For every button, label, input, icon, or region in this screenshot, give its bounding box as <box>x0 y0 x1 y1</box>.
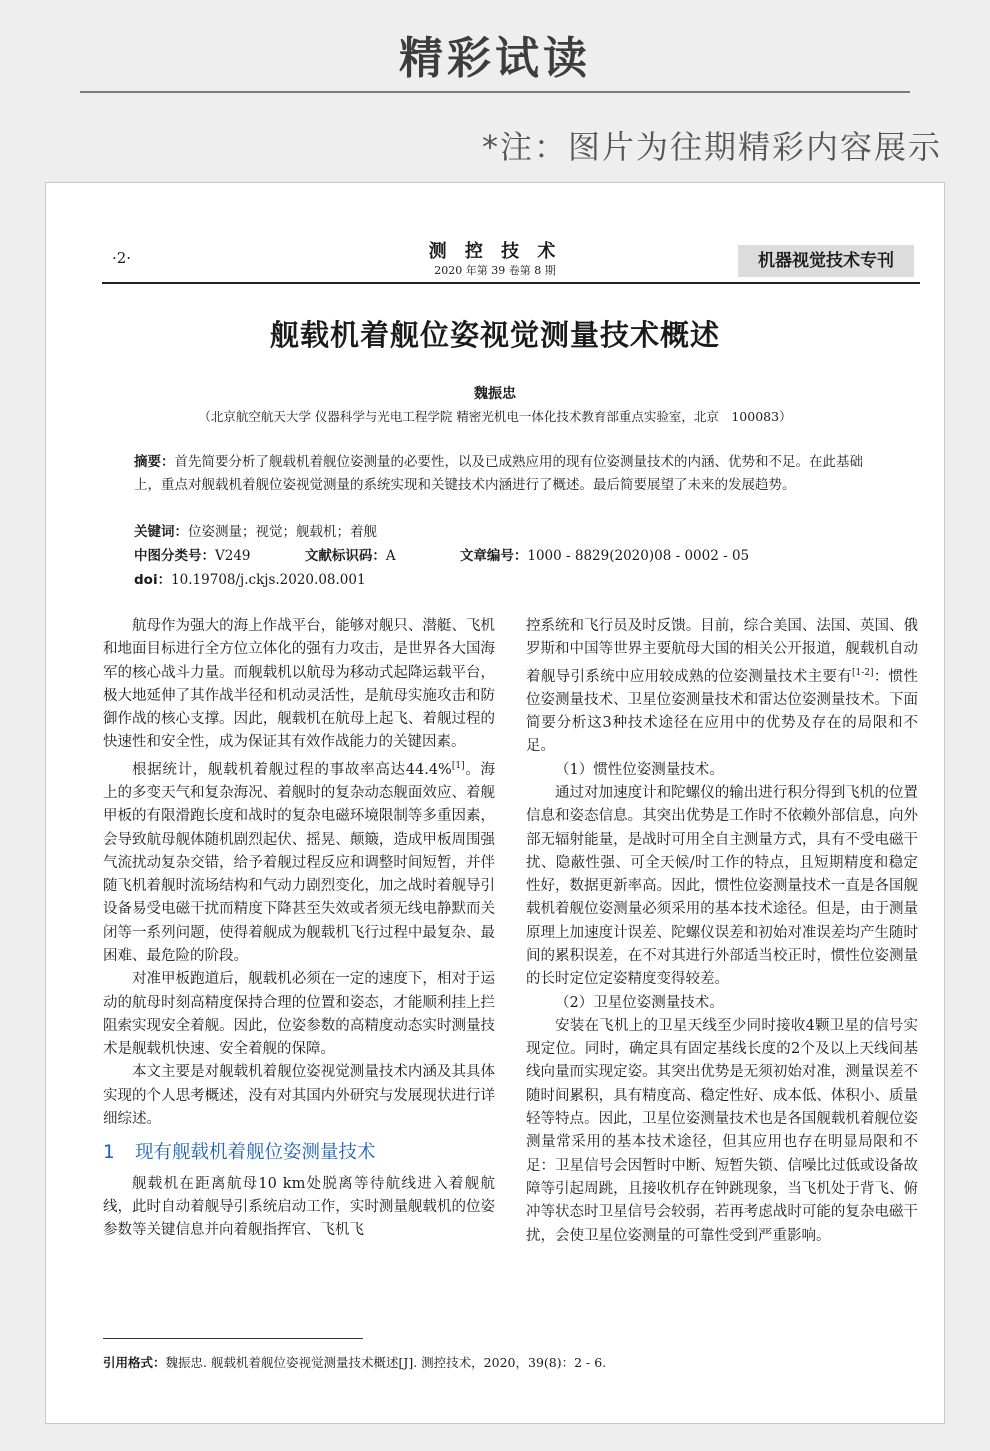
paragraph: 安装在飞机上的卫星天线至少同时接收4颗卫星的信号实现定位。同时，确定具有固定基线长度的2个及以上天线间基线向量而实现定姿。其突出优势是无须初始对准，测量误差不随时间累积，具有精度高、稳定性好、成本低、体积小、质量轻等特点。因此，卫星位姿测量技术也是各国舰载机着舰位姿测量常采用的基本技术途径，但其应用也存在明显局限和不足：卫星信号会因暂时中断、短暂失锁、信噪比过低或设备故障等引起周跳，且接收机存在钟跳现象，当飞机处于背飞、俯冲等状态时卫星信号会较弱，若再考虑战时可能的复杂电磁干扰，会使卫星位姿测量的可靠性受到严重影响。 <box>526 1017 918 1244</box>
footnote-divider <box>103 1338 363 1339</box>
paragraph-text: ：惯性位姿测量技术、卫星位姿测量技术和雷达位姿测量技术。下面简要分析这3种技术途径在应用中的优势及存在的局限和不足。 <box>526 668 919 755</box>
paragraph: 通过对加速度计和陀螺仪的输出进行积分得到飞机的位置信息和姿态信息。其突出优势是工作时不依赖外部信息，向外部无辐射能量，是战时可用全自主测量方式，具有不受电磁干扰、隐蔽性强、可全天候/时工作的特点，且短期精度和稳定性好，数据更新率高。因此，惯性位姿测量技术一直是各国舰载机着舰位姿测量必须采用的基本技术途径。但是，由于测量原理上加速度计误差、陀螺仪误差和初始对准误差均产生随时间的累积误差，在不对其进行外部适当校正时，惯性位姿测量的长时定位定姿精度变得较差。 <box>526 784 918 988</box>
banner-title: 精彩试读 <box>399 33 591 84</box>
subheading: （1）惯性位姿测量技术。 <box>555 761 724 778</box>
citation <box>103 1353 606 1371</box>
header-divider <box>102 282 920 284</box>
citation-label: 引用格式： <box>103 1355 166 1370</box>
article-no-value: 1000 - 8829(2020)08 - 0002 - 05 <box>527 548 750 564</box>
doi-line <box>134 568 366 588</box>
article-affiliation: （北京航空航天大学 仪器科学与光电工程学院 精密光机电一体化技术教育部重点实验室，北京 100083） <box>198 409 792 424</box>
clc-label: 中图分类号： <box>134 548 215 564</box>
clc-value: V249 <box>215 548 251 564</box>
banner-note: *注：图片为往期精彩内容展示 <box>481 128 942 166</box>
paragraph-text: 根据统计，舰载机着舰过程的事故率高达44.4% <box>132 761 452 778</box>
classification-line <box>134 544 749 564</box>
keywords-text: 位姿测量；视觉；舰载机；着舰 <box>188 524 377 540</box>
journal-issue: 2020 年第 39 卷第 8 期 <box>434 264 556 277</box>
doi-value: 10.19708/j.ckjs.2020.08.001 <box>171 572 366 588</box>
article-author: 魏振忠 <box>474 386 516 402</box>
section-number: 1 <box>103 1142 115 1164</box>
section-title: 现有舰载机着舰位姿测量技术 <box>135 1142 376 1164</box>
paragraph <box>526 615 918 759</box>
special-issue-tag: 机器视觉技术专刊 <box>738 245 914 277</box>
paragraph-text: 控系统和飞行员及时反馈。目前，综合美国、法国、英国、俄罗斯和中国等世界主要航母大国的相关公开报道，舰载机自动着舰导引系统中应用较成熟的位姿测量技术主要有 <box>526 618 918 685</box>
article-no-label: 文章编号： <box>459 548 528 564</box>
page-number: ·2· <box>112 249 132 267</box>
body-column-right <box>526 615 918 1248</box>
article-page <box>45 182 945 1424</box>
paragraph: 对准甲板跑道后，舰载机必须在一定的速度下，相对于运动的航母时刻高精度保持合理的位置和姿态，才能顺利挂上拦阻索实现安全着舰。因此，位姿参数的高精度动态实时测量技术是舰载机快速、安全着舰的保障。 <box>103 971 495 1058</box>
journal-name: 测 控 技 术 <box>428 241 562 262</box>
doc-code-label: 文献标识码： <box>304 548 386 564</box>
subheading: （2）卫星位姿测量技术。 <box>555 994 724 1011</box>
reference-mark: [1] <box>451 760 465 771</box>
paragraph-text: 。海上的多变天气和复杂海况、着舰时的复杂动态舰面效应、着舰甲板的有限滑跑长度和战时的复杂电磁环境限制等多重因素，会导致航母舰体随机剧烈起伏、摇晃、颠簸，造成甲板周围强气流扰动复杂交错，给予着舰过程反应和调整时间短暂，并伴随飞机着舰时流场结构和气动力剧烈变化，加之战时着舰导引设备易受电磁干扰而精度下降甚至失效或者须无线电静默而关闭等一系列问题，使得着舰成为舰载机飞行过程中最复杂、最困难、最危险的阶段。 <box>103 761 496 964</box>
citation-text: 魏振忠. 舰载机着舰位姿视觉测量技术概述[J]. 测控技术，2020，39(8)：2 - 6. <box>165 1355 607 1370</box>
running-head <box>46 183 944 283</box>
abstract-text: 首先简要分析了舰载机着舰位姿测量的必要性，以及已成熟应用的现有位姿测量技术的内涵、优势和不足。在此基础上，重点对舰载机着舰位姿视觉测量的系统实现和关键技术内涵进行了概述。最后简要展望了未来的发展趋势。 <box>134 454 863 493</box>
doi-label: doi： <box>134 572 172 588</box>
abstract-label: 摘要： <box>134 454 175 470</box>
body-column-left <box>103 615 495 1243</box>
paragraph: 航母作为强大的海上作战平台，能够对舰只、潜艇、飞机和地面目标进行全方位立体化的强有力攻击，是世界各大国海军的核心战斗力量。而舰载机以航母为移动式起降运载平台，极大地延伸了其作战半径和机动灵活性，是航母实施攻击和防御作战的核心支撑。因此，舰载机在航母上起飞、着舰过程的快速性和安全性，成为保证其有效作战能力的关键因素。 <box>103 618 495 751</box>
abstract <box>134 451 886 497</box>
article-title: 舰载机着舰位姿视觉测量技术概述 <box>269 318 720 352</box>
keywords-label: 关键词： <box>134 524 188 540</box>
section-heading <box>103 1141 495 1164</box>
banner-divider <box>80 91 910 93</box>
reference-mark: [1-2] <box>852 667 874 678</box>
paragraph <box>103 755 495 969</box>
keywords-line <box>134 520 377 540</box>
paragraph: 舰载机在距离航母10 km处脱离等待航线进入着舰航线，此时自动着舰导引系统启动工作，实时测量舰载机的位姿参数等关键信息并向着舰指挥官、飞机飞 <box>103 1175 495 1239</box>
paragraph: 本文主要是对舰载机着舰位姿视觉测量技术内涵及其具体实现的个人思考概述，没有对其国内外研究与发展现状进行详细综述。 <box>103 1064 495 1128</box>
doc-code-value: A <box>385 548 396 564</box>
